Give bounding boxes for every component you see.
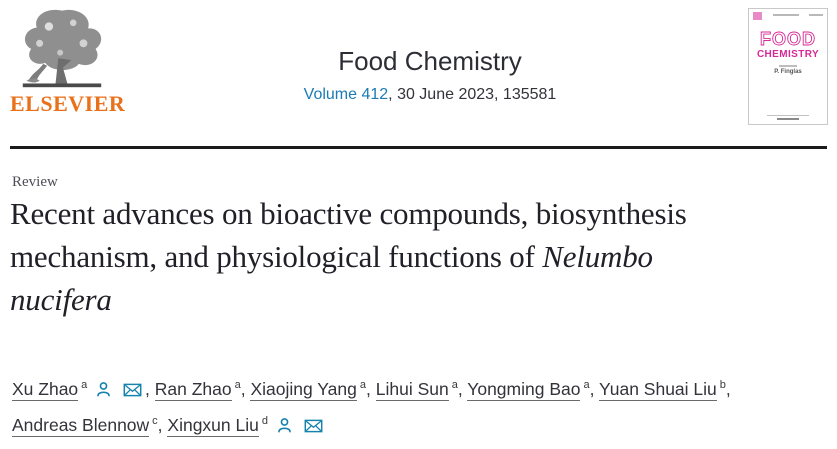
elsevier-wordmark: ELSEVIER bbox=[10, 91, 126, 116]
header-divider bbox=[10, 146, 827, 149]
cover-masthead-food: FOOD bbox=[760, 29, 816, 49]
cover-masthead-chemistry: CHEMISTRY bbox=[756, 49, 820, 60]
author-link[interactable]: Ran Zhao $^a$ bbox=[154, 379, 241, 399]
cover-editor-name: P. Finglas bbox=[774, 68, 802, 75]
author-link[interactable]: Xingxun Liu $^d$ bbox=[167, 415, 268, 435]
author-separator: , bbox=[157, 415, 168, 435]
author-link[interactable]: Yuan Shuai Liu $^b$ bbox=[599, 379, 726, 399]
author-link[interactable]: Xu Zhao $^a$ bbox=[12, 379, 88, 399]
journal-title[interactable]: Food Chemistry bbox=[338, 46, 522, 76]
cover-publisher-line bbox=[777, 118, 799, 120]
journal-header bbox=[30, 46, 830, 104]
author-list bbox=[12, 371, 827, 443]
cover-footer-block bbox=[749, 115, 827, 121]
cover-editor-label-line bbox=[779, 65, 797, 67]
cover-editor-block bbox=[749, 65, 827, 75]
affiliation-sup: a bbox=[583, 379, 590, 392]
article-title-text: Recent advances on bioactive compounds, biosynthesis mechanism, and physiological functions of bbox=[10, 196, 687, 274]
author-line-1 bbox=[12, 371, 827, 407]
article-title-italic: Nelumbo nucifera bbox=[10, 239, 653, 317]
affiliation-sup: a bbox=[81, 379, 88, 392]
envelope-icon[interactable] bbox=[123, 382, 142, 398]
author-separator: , bbox=[366, 379, 376, 399]
cover-mini-logo bbox=[753, 12, 762, 20]
author-separator: , bbox=[725, 379, 731, 399]
volume-link[interactable]: Volume 412 bbox=[303, 86, 389, 103]
author-link[interactable]: Lihui Sun $^a$ bbox=[375, 379, 458, 399]
issue-date-text: , 30 June 2023, 135581 bbox=[388, 86, 557, 103]
author-line-2 bbox=[12, 407, 827, 443]
affiliation-sup: c bbox=[152, 415, 158, 428]
volume-issue-line bbox=[30, 86, 830, 104]
affiliation-sup: a bbox=[234, 379, 241, 392]
author-separator: , bbox=[589, 379, 600, 399]
affiliation-sup: a bbox=[359, 379, 366, 392]
envelope-icon[interactable] bbox=[304, 418, 323, 434]
journal-cover-thumbnail[interactable] bbox=[748, 8, 828, 125]
cover-meta-row bbox=[749, 9, 827, 24]
person-icon[interactable] bbox=[95, 380, 112, 398]
author-link[interactable]: Andreas Blennow $^c$ bbox=[12, 415, 158, 435]
author-separator: , bbox=[145, 379, 155, 399]
article-type-label: Review bbox=[12, 174, 58, 190]
cover-meta-line bbox=[773, 14, 799, 16]
author-link[interactable]: Yongming Bao $^a$ bbox=[467, 379, 590, 399]
author-link[interactable]: Xiaojing Yang $^a$ bbox=[250, 379, 366, 399]
person-icon[interactable] bbox=[276, 416, 293, 434]
author-separator: , bbox=[457, 379, 468, 399]
author-separator: , bbox=[240, 379, 251, 399]
affiliation-sup: a bbox=[451, 379, 458, 392]
article-title bbox=[10, 192, 710, 321]
cover-issn-line bbox=[809, 14, 823, 16]
affiliation-sup: d bbox=[261, 415, 268, 428]
affiliation-sup: b bbox=[719, 379, 726, 392]
cover-footer-line bbox=[767, 115, 809, 117]
